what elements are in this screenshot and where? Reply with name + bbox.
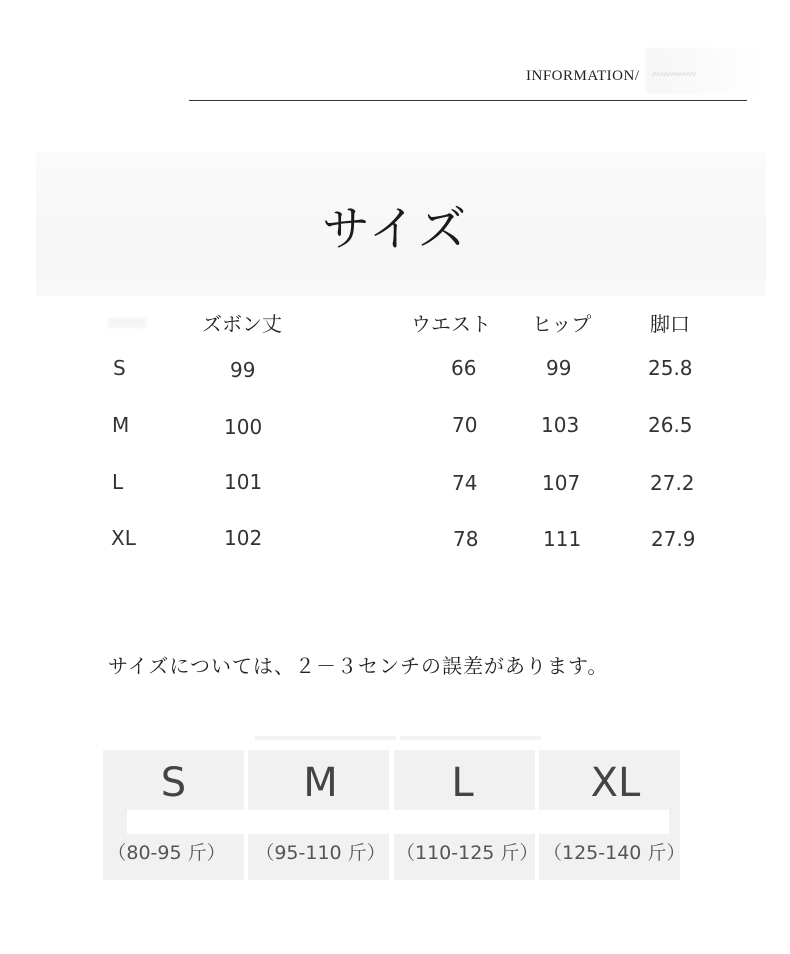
size-tolerance-note: サイズについては、２－３センチの誤差があります。 xyxy=(108,654,609,678)
size-chip-letter: S xyxy=(160,760,187,806)
chip-top-accent xyxy=(255,736,396,740)
information-label: INFORMATION/ xyxy=(526,68,640,84)
table-cell-length: 101 xyxy=(224,470,263,494)
column-header-waist: ウエスト xyxy=(411,312,491,336)
table-cell-hem: 26.5 xyxy=(648,413,693,437)
table-cell-waist: 70 xyxy=(452,413,478,437)
table-row-size: S xyxy=(113,356,126,380)
table-cell-waist: 78 xyxy=(453,527,479,551)
table-cell-hem: 27.9 xyxy=(651,527,696,551)
table-cell-hip: 111 xyxy=(543,527,582,551)
table-cell-waist: 66 xyxy=(451,356,477,380)
page-title: サイズ xyxy=(321,201,469,257)
size-chip-letter: M xyxy=(303,760,338,806)
table-row-size: L xyxy=(112,470,124,494)
table-cell-waist: 74 xyxy=(452,471,478,495)
table-cell-length: 100 xyxy=(224,415,263,439)
table-cell-hem: 25.8 xyxy=(648,356,693,380)
size-chip-letter: XL xyxy=(590,760,641,806)
table-cell-length: 99 xyxy=(230,358,256,382)
table-row-size: XL xyxy=(111,526,136,550)
table-cell-length: 102 xyxy=(224,526,263,550)
size-chip-weight-range: （110-125 斤） xyxy=(396,842,539,864)
size-column-header xyxy=(108,318,146,328)
size-chip-weight-range: （95-110 斤） xyxy=(255,842,386,864)
header-divider xyxy=(189,100,747,101)
size-chip-weight-range: （125-140 斤） xyxy=(543,842,686,864)
table-row-size: M xyxy=(112,413,130,437)
table-cell-hip: 107 xyxy=(542,471,581,495)
brand-name-blurred-text: ᐟᐟᐟᐟᐟᐟᐟᐟᐟᐟᐟᐟ xyxy=(652,70,696,83)
size-chip-letter: L xyxy=(451,760,474,806)
column-header-length: ズボン丈 xyxy=(202,312,282,336)
table-cell-hem: 27.2 xyxy=(650,471,695,495)
chip-divider-band xyxy=(127,810,669,834)
size-chip-weight-range: （80-95 斤） xyxy=(107,842,226,864)
table-cell-hip: 103 xyxy=(541,413,580,437)
table-cell-hip: 99 xyxy=(546,356,572,380)
chip-top-accent xyxy=(400,736,541,740)
column-header-hem: 脚口 xyxy=(650,312,690,336)
column-header-hip: ヒップ xyxy=(532,312,592,336)
